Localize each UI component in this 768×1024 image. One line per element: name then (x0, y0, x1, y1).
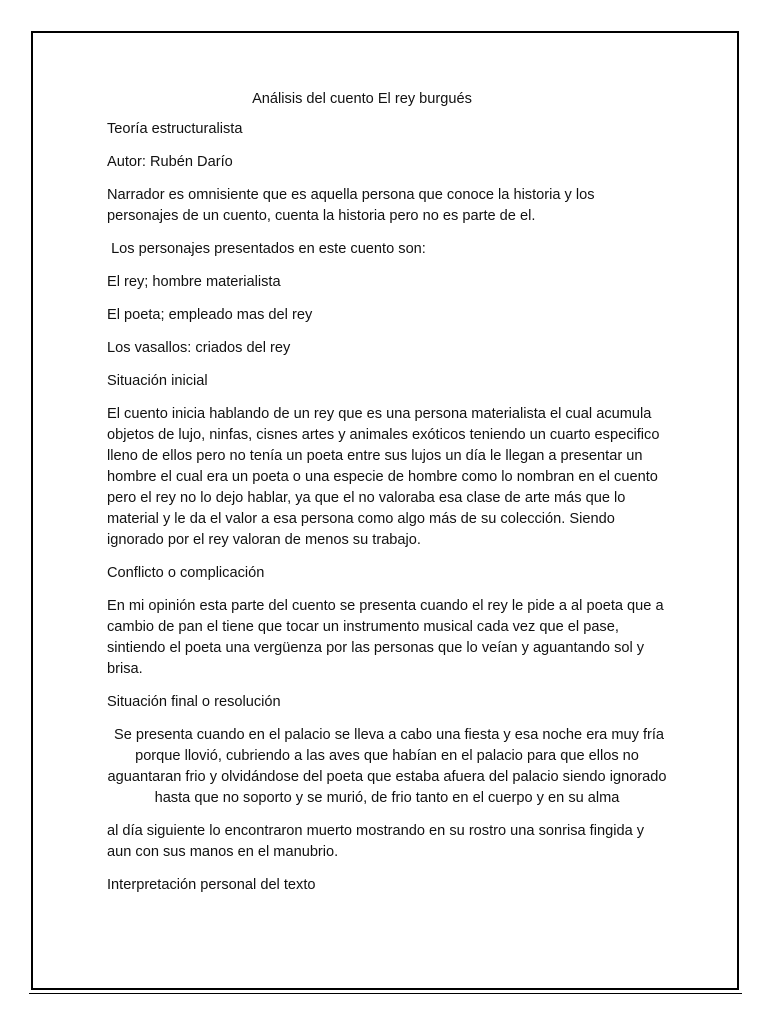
paragraph-narrator: Narrador es omnisiente que es aquella persona que conoce la historia y los personajes de un cuento, cuenta la historia pero no es parte de el. (107, 187, 595, 224)
paragraph-character-vassals: Los vasallos: criados del rey (107, 340, 291, 356)
paragraph-conflict: En mi opinión esta parte del cuento se presenta cuando el rey le pide a al poeta que a cambio de pan el tiene que tocar un instrumento musical cada vez que el pase, sintiendo el poeta una vergüenza por las personas que lo veían y aguantando sol y brisa. (107, 598, 664, 677)
heading-personal-interpretation: Interpretación personal del texto (107, 877, 316, 893)
document-body (107, 89, 671, 908)
paragraph-characters-intro: Los personajes presentados en este cuento son: (107, 241, 426, 257)
paragraph-theory: Teoría estructuralista (107, 121, 243, 137)
heading-initial-situation: Situación inicial (107, 373, 208, 389)
paragraph-resolution: Se presenta cuando en el palacio se lleva a cabo una fiesta y esa noche era muy fría porque llovió, cubriendo a las aves que habían en el palacio para que ellos no aguantaran frio y olvidándose del poeta que estaba afuera del palacio siendo ignorado hasta que no soporto y se murió, de frio tanto en el cuerpo y en su alma (107, 727, 671, 806)
paragraph-author: Autor: Rubén Darío (107, 154, 233, 170)
paragraph-character-poet: El poeta; empleado mas del rey (107, 307, 313, 323)
heading-resolution: Situación final o resolución (107, 694, 281, 710)
document-title: Análisis del cuento El rey burgués (252, 91, 472, 107)
paragraph-character-king: El rey; hombre materialista (107, 274, 281, 290)
paragraph-next-day: al día siguiente lo encontraron muerto mostrando en su rostro una sonrisa fingida y aun con sus manos en el manubrio. (107, 823, 645, 860)
paragraph-initial-situation: El cuento inicia hablando de un rey que es una persona materialista el cual acumula objetos de lujo, ninfas, cisnes artes y animales exóticos teniendo un cuarto especifico lleno de ellos pero no tenía un poeta entre sus lujos un día le llegan a presentar un hombre el cual era un poeta o una especie de hombre como lo nombran en el cuento pero el rey no lo dejo hablar, ya que el no valoraba esa clase de arte más que lo material y le da el valor a esa persona como algo más de su colección. Siendo ignorado por el rey valoran de menos su trabajo. (107, 406, 660, 548)
page-border-bottom-line (29, 993, 742, 994)
heading-conflict: Conflicto o complicación (107, 565, 265, 581)
